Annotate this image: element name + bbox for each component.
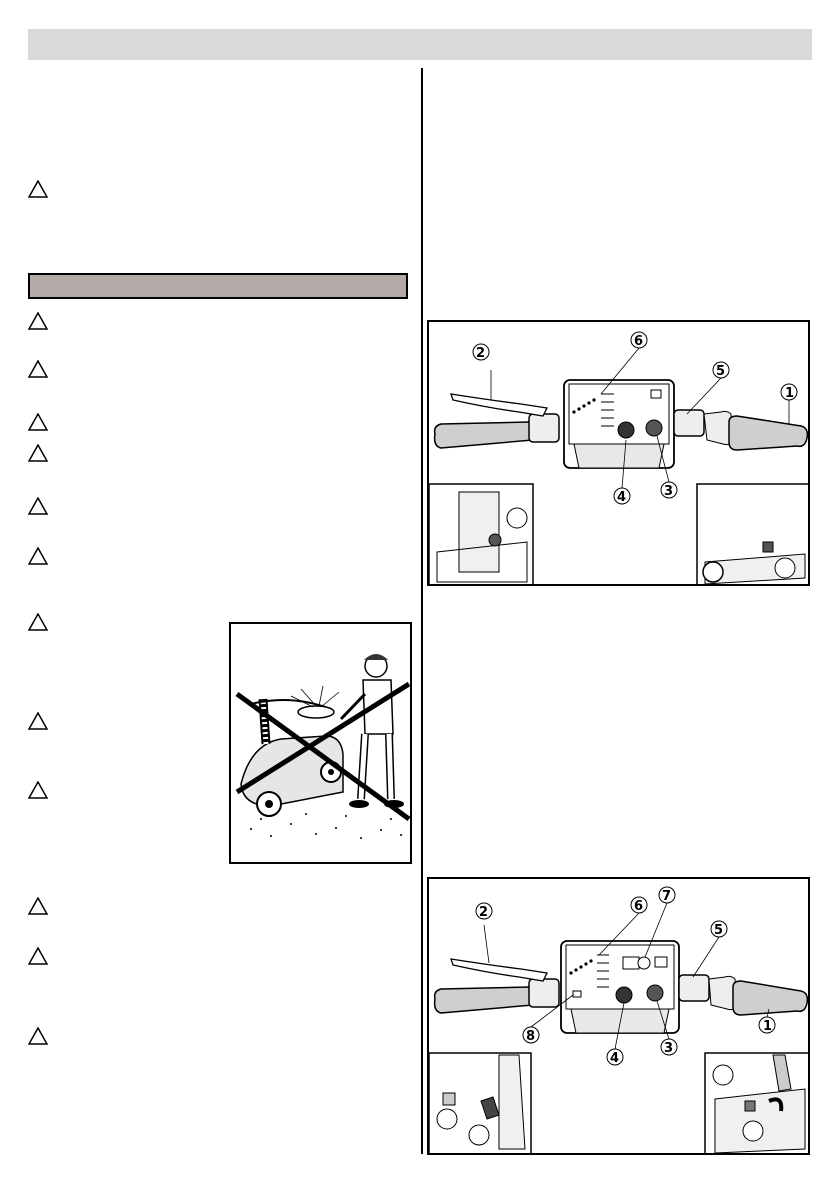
prohibited-spraying-icon: [231, 624, 412, 864]
warning-triangle-icon: [28, 1027, 48, 1045]
callout-2: 2: [479, 905, 489, 920]
callout-2: 2: [476, 346, 486, 361]
callout-4: 4: [617, 490, 627, 505]
warning-triangle-icon: [28, 897, 48, 915]
warning-triangle-icon: [28, 712, 48, 730]
warning-triangle-icon: [28, 613, 48, 631]
warning-triangle-icon: [28, 360, 48, 378]
warning-triangle-icon: [28, 180, 48, 198]
handlebar-control-panel-variant-icon: [429, 879, 810, 1155]
callout-1: 1: [785, 386, 795, 401]
control-panel-figure-top: [427, 320, 810, 586]
callout-5: 5: [714, 923, 724, 938]
header-bar: [28, 29, 812, 60]
control-panel-figure-bottom: [427, 877, 810, 1155]
callout-6: 6: [634, 899, 644, 914]
handlebar-control-panel-icon: [429, 322, 810, 586]
warning-triangle-icon: [28, 413, 48, 431]
callout-5: 5: [716, 364, 726, 379]
callout-3: 3: [664, 1041, 674, 1056]
warning-triangle-icon: [28, 497, 48, 515]
warning-triangle-icon: [28, 781, 48, 799]
callout-7: 7: [662, 889, 672, 904]
warning-triangle-icon: [28, 312, 48, 330]
callout-4: 4: [610, 1051, 620, 1066]
warning-triangle-icon: [28, 947, 48, 965]
callout-3: 3: [664, 484, 674, 499]
prohibited-spraying-figure: [229, 622, 412, 864]
section-bar: [28, 273, 408, 299]
callout-8: 8: [526, 1029, 536, 1044]
warning-triangle-icon: [28, 547, 48, 565]
warning-triangle-icon: [28, 444, 48, 462]
callout-1: 1: [763, 1019, 773, 1034]
callout-6: 6: [634, 334, 644, 349]
column-divider: [421, 68, 423, 1154]
